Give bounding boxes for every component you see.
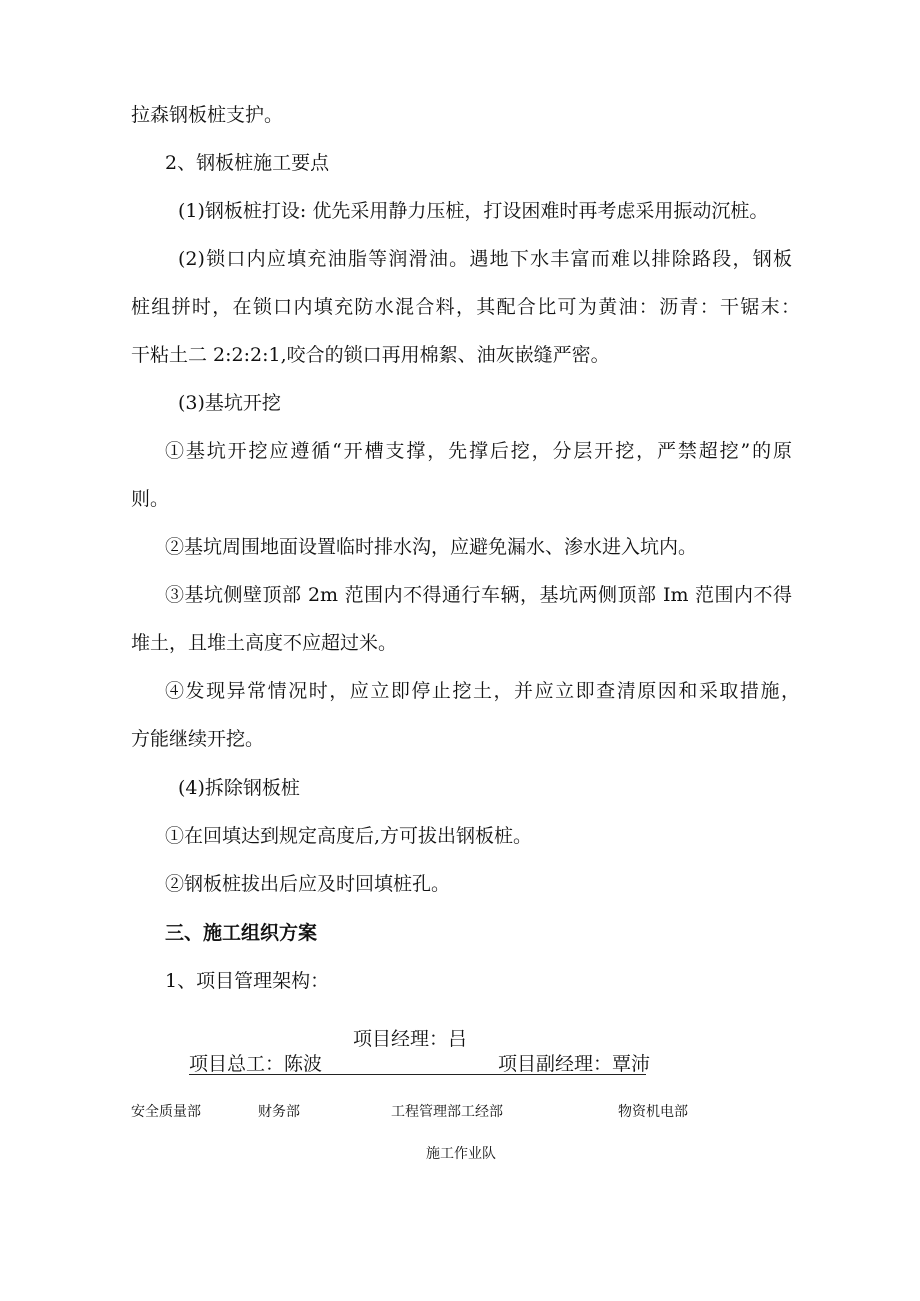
text-line-12: 堆土，且堆土高度不应超过米。 xyxy=(131,632,398,654)
text-line-14: 方能继续开挖。 xyxy=(131,728,265,750)
text-line-17: ②钢板桩拔出后应及时回填桩孔。 xyxy=(165,873,451,895)
text-line-13: ④发现异常情况时，应立即停止挖土，并应立即查清原因和采取措施， xyxy=(165,680,800,702)
org-dept-safety-quality: 安全质量部 xyxy=(131,1104,201,1120)
text-line-4: (2)锁口内应填充油脂等润滑油。遇地下水丰富而难以排除路段，钢板 xyxy=(178,248,792,270)
text-line-1: 拉森钢板桩支护。 xyxy=(131,104,284,126)
text-line-19: 1、项目管理架构： xyxy=(165,970,330,992)
org-project-manager: 项目经理：吕 xyxy=(353,1028,468,1050)
text-line-6: 干粘土二 2:2:2:1,咬合的锁口再用棉絮、油灰嵌缝严密。 xyxy=(131,344,610,366)
text-line-3: (1)钢板桩打设: 优先采用静力压桩，打设困难时再考虑采用振动沉桩。 xyxy=(178,200,769,222)
text-line-5: 桩组拼时，在锁口内填充防水混合料，其配合比可为黄油：沥青：干锯末： xyxy=(131,296,800,318)
org-deputy-manager: 项目副经理：覃沛 xyxy=(498,1053,651,1075)
text-line-9: 则。 xyxy=(131,488,170,510)
org-dept-finance: 财务部 xyxy=(258,1104,300,1120)
org-dept-materials: 物资机电部 xyxy=(618,1104,688,1120)
text-line-8: ①基坑开挖应遵循“开槽支撑，先撑后挖，分层开挖，严禁超挖”的原 xyxy=(165,440,792,462)
section-heading-3: 三、施工组织方案 xyxy=(165,922,318,944)
text-line-11: ③基坑侧壁顶部 2m 范围内不得通行车辆，基坑两侧顶部 Im 范围内不得 xyxy=(165,584,792,606)
org-construction-team: 施工作业队 xyxy=(426,1146,496,1162)
org-connector-line xyxy=(189,1074,646,1075)
text-line-16: ①在回填达到规定高度后,方可拔出钢板桩。 xyxy=(165,825,533,847)
org-chief-engineer: 项目总工：陈波 xyxy=(189,1053,323,1075)
text-line-10: ②基坑周围地面设置临时排水沟，应避免漏水、渗水进入坑内。 xyxy=(165,536,698,558)
org-dept-engineering: 工程管理部工经部 xyxy=(391,1104,503,1120)
section-heading-2: 2、钢板桩施工要点 xyxy=(165,152,330,174)
subheading-3: (3)基坑开挖 xyxy=(178,392,281,414)
subheading-4: (4)拆除钢板桩 xyxy=(178,777,300,799)
